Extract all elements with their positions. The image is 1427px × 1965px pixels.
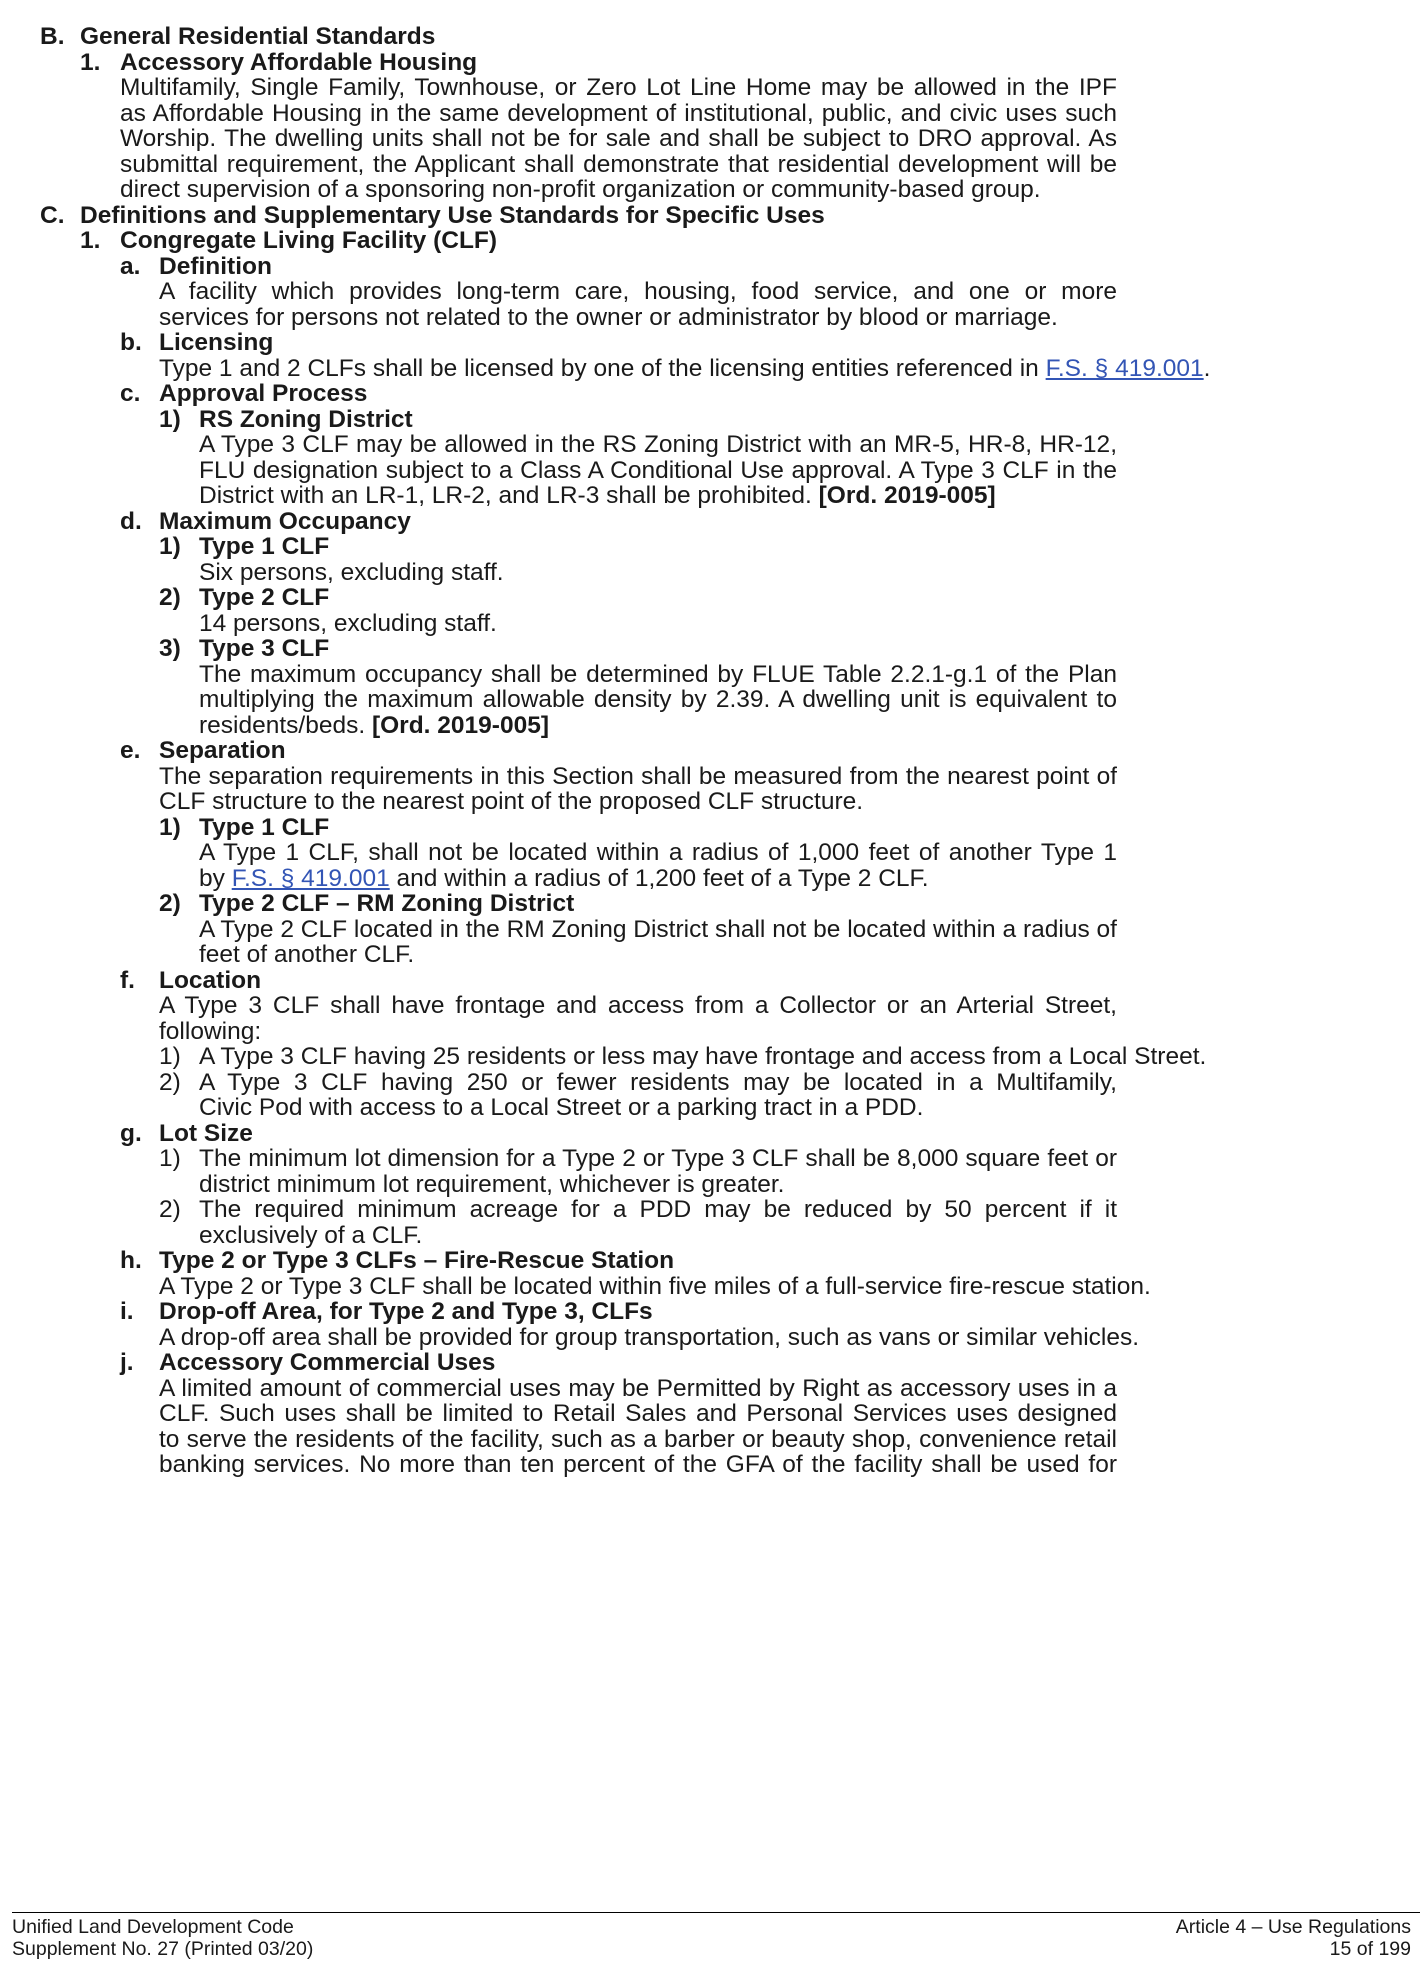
d3-last-text: residents/beds.: [199, 712, 366, 739]
list-item-number: 2): [159, 1196, 181, 1223]
paragraph-text: A facility which provides long-term care, housing, food service, and one or more: [159, 278, 1117, 305]
section-b1-title: Accessory Affordable Housing: [120, 49, 478, 76]
item-d1-title: Type 1 CLF: [199, 533, 330, 560]
item-a-letter: a.: [120, 253, 141, 280]
footer-document-title: Unified Land Development Code: [12, 1916, 294, 1938]
paragraph-text: Worship. The dwelling units shall not be for sale and shall be subject to DRO approval. As: [120, 125, 1117, 152]
paragraph-text: CLF structure to the nearest point of the proposed CLF structure.: [159, 788, 864, 815]
list-item-text: A Type 3 CLF having 25 residents or less may have frontage and access from a Local Street.: [199, 1043, 1207, 1070]
item-c-letter: c.: [120, 380, 141, 407]
fs-419-001-link[interactable]: F.S. § 419.001: [1045, 355, 1204, 382]
section-b1-number: 1.: [80, 49, 101, 76]
item-j-letter: j.: [120, 1349, 134, 1376]
paragraph-text: 14 persons, excluding staff.: [199, 610, 497, 637]
item-e2-title: Type 2 CLF – RM Zoning District: [199, 890, 575, 917]
paragraph-text: A Type 3 CLF may be allowed in the RS Zoning District with an MR-5, HR-8, HR-12,: [199, 431, 1117, 458]
item-g-title: Lot Size: [159, 1120, 253, 1147]
paragraph-text: The maximum occupancy shall be determined by FLUE Table 2.2.1-g.1 of the Plan: [199, 661, 1117, 688]
list-item-text: The minimum lot dimension for a Type 2 or Type 3 CLF shall be 8,000 square feet or: [199, 1145, 1117, 1172]
item-g-letter: g.: [120, 1120, 142, 1147]
item-d2-title: Type 2 CLF: [199, 584, 330, 611]
item-c1-number: 1): [159, 406, 181, 433]
item-e1-title: Type 1 CLF: [199, 814, 330, 841]
licensing-text: Type 1 and 2 CLFs shall be licensed by one of the licensing entities referenced in: [159, 355, 1039, 382]
item-c1-title: RS Zoning District: [199, 406, 413, 433]
item-j-title: Accessory Commercial Uses: [159, 1349, 496, 1376]
section-c1-number: 1.: [80, 227, 101, 254]
licensing-period: .: [1203, 355, 1211, 382]
list-item-number: 2): [159, 1069, 181, 1096]
item-b-title: Licensing: [159, 329, 274, 356]
paragraph-text: submittal requirement, the Applicant shall demonstrate that residential development will be: [120, 151, 1117, 178]
paragraph-text: The separation requirements in this Section shall be measured from the nearest point of: [159, 763, 1117, 790]
c1-last-text: District with an LR-1, LR-2, and LR-3 shall be prohibited.: [199, 482, 812, 509]
item-i-title: Drop-off Area, for Type 2 and Type 3, CLFs: [159, 1298, 653, 1325]
item-i-letter: i.: [120, 1298, 134, 1325]
paragraph-text: A Type 1 CLF, shall not be located within a radius of 1,000 feet of another Type 1: [199, 839, 1117, 866]
paragraph-text: following:: [159, 1018, 262, 1045]
item-e1-number: 1): [159, 814, 181, 841]
footer-article: Article 4 – Use Regulations: [1175, 1916, 1411, 1938]
section-b-number: B.: [40, 23, 65, 50]
paragraph-text: Six persons, excluding staff.: [199, 559, 504, 586]
item-c-title: Approval Process: [159, 380, 368, 407]
item-b-letter: b.: [120, 329, 142, 356]
paragraph-text: A limited amount of commercial uses may be Permitted by Right as accessory uses in a: [159, 1375, 1117, 1402]
paragraph-text: Multifamily, Single Family, Townhouse, or Zero Lot Line Home may be allowed in the IPF: [120, 74, 1117, 101]
item-d1-number: 1): [159, 533, 181, 560]
list-item-number: 1): [159, 1043, 181, 1070]
list-item-text: exclusively of a CLF.: [199, 1222, 423, 1249]
item-d2-number: 2): [159, 584, 181, 611]
item-e-title: Separation: [159, 737, 286, 764]
e1-post-text: and within a radius of 1,200 feet of a Type 2 CLF.: [396, 865, 929, 892]
paragraph-text: to serve the residents of the facility, such as a barber or beauty shop, convenience retail: [159, 1426, 1117, 1453]
paragraph-text: A Type 2 or Type 3 CLF shall be located within five miles of a full-service fire-rescue station.: [159, 1273, 1151, 1300]
footer-supplement: Supplement No. 27 (Printed 03/20): [12, 1938, 314, 1960]
list-item-text: Civic Pod with access to a Local Street or a parking tract in a PDD.: [199, 1094, 924, 1121]
item-h-letter: h.: [120, 1247, 142, 1274]
paragraph-line: [0, 1449, 1427, 1481]
ordinance-reference: [Ord. 2019-005]: [371, 712, 549, 739]
item-e-letter: e.: [120, 737, 141, 764]
paragraph-text: direct supervision of a sponsoring non-profit organization or community-based group.: [120, 176, 1041, 203]
ordinance-reference: [Ord. 2019-005]: [818, 482, 996, 509]
item-f-title: Location: [159, 967, 262, 994]
paragraph-text: feet of another CLF.: [199, 941, 415, 968]
item-h-title: Type 2 or Type 3 CLFs – Fire-Rescue Station: [159, 1247, 675, 1274]
section-c1-title: Congregate Living Facility (CLF): [120, 227, 498, 254]
list-item-text: The required minimum acreage for a PDD may be reduced by 50 percent if it: [199, 1196, 1117, 1223]
list-item-text: A Type 3 CLF having 250 or fewer residents may be located in a Multifamily,: [199, 1069, 1117, 1096]
paragraph-text: A Type 3 CLF shall have frontage and access from a Collector or an Arterial Street,: [159, 992, 1117, 1019]
paragraph-text: FLU designation subject to a Class A Conditional Use approval. A Type 3 CLF in the: [199, 457, 1117, 484]
paragraph-text: services for persons not related to the owner or administrator by blood or marriage.: [159, 304, 1058, 331]
paragraph-text: multiplying the maximum allowable density by 2.39. A dwelling unit is equivalent to: [199, 686, 1117, 713]
fs-419-001-link[interactable]: F.S. § 419.001: [231, 865, 390, 892]
footer-divider: [12, 1912, 1420, 1913]
paragraph-text: banking services. No more than ten percent of the GFA of the facility shall be used for: [159, 1451, 1117, 1478]
item-a-title: Definition: [159, 253, 272, 280]
item-d-title: Maximum Occupancy: [159, 508, 411, 535]
e1-pre-text: by: [199, 865, 225, 892]
item-d3-number: 3): [159, 635, 181, 662]
section-c-number: C.: [40, 202, 65, 229]
paragraph-text: CLF. Such uses shall be limited to Retail Sales and Personal Services uses designed: [159, 1400, 1117, 1427]
list-item-text: district minimum lot requirement, whichever is greater.: [199, 1171, 785, 1198]
paragraph-text: A Type 2 CLF located in the RM Zoning District shall not be located within a radius of: [199, 916, 1117, 943]
section-b-title: General Residential Standards: [80, 23, 436, 50]
item-e2-number: 2): [159, 890, 181, 917]
footer-page-number: 15 of 199: [1329, 1938, 1411, 1960]
paragraph-text: as Affordable Housing in the same development of institutional, public, and civic uses such: [120, 100, 1117, 127]
item-f-letter: f.: [120, 967, 135, 994]
paragraph-text: A drop-off area shall be provided for group transportation, such as vans or similar vehicles.: [159, 1324, 1140, 1351]
item-d-letter: d.: [120, 508, 142, 535]
list-item-number: 1): [159, 1145, 181, 1172]
section-c-title: Definitions and Supplementary Use Standards for Specific Uses: [80, 202, 825, 229]
item-d3-title: Type 3 CLF: [199, 635, 330, 662]
